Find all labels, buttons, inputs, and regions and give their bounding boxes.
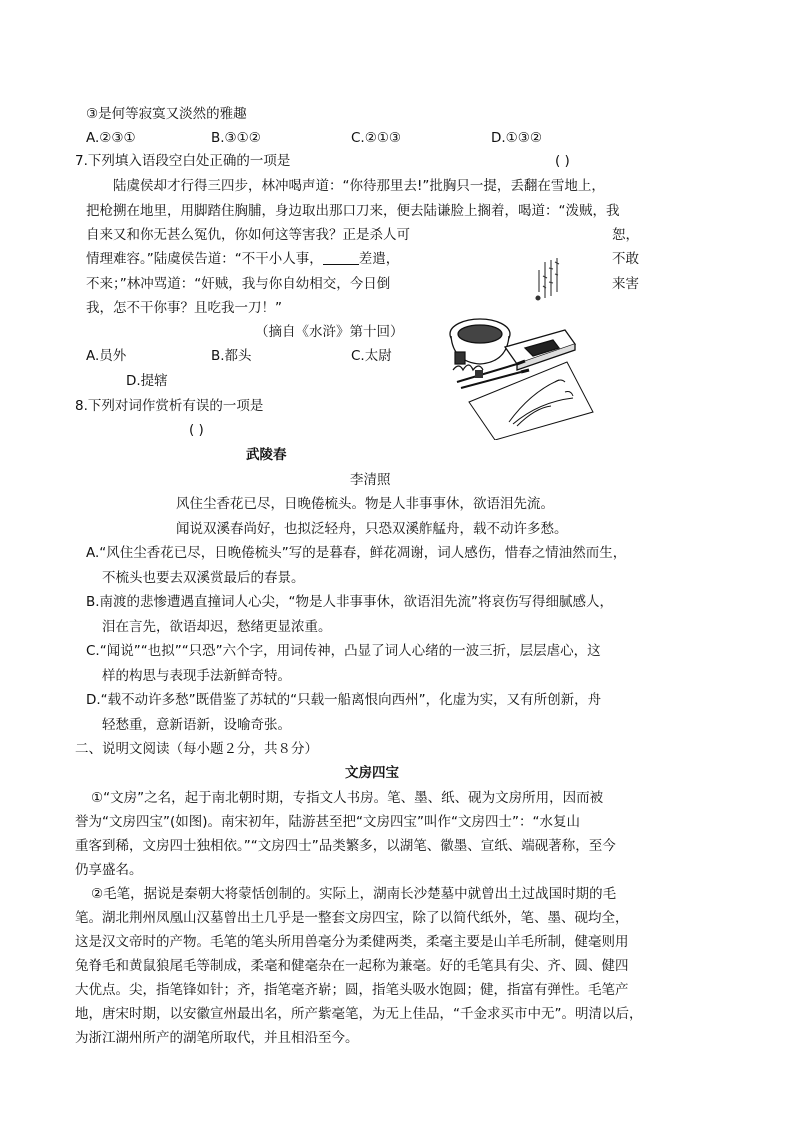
q7-passage-line-3b: 恕，: [612, 227, 639, 243]
poem-author: 李清照: [350, 472, 391, 488]
q7-option-a[interactable]: A.员外: [86, 348, 127, 364]
poem-title: 武陵春: [246, 447, 287, 463]
article-p1-line-1: ①“文房”之名，起于南北朝时期，专指文人书房。笔、墨、纸、砚为文房所用，因而被: [91, 790, 604, 806]
q7-option-b[interactable]: B.都头: [211, 348, 252, 364]
q8-option-d-line-2: 轻愁重，意新语新，设喻奇张。: [102, 717, 291, 733]
poem-line-1: 风住尘香花已尽，日晚倦梳头。物是人非事事休，欲语泪先流。: [176, 496, 554, 512]
q7-passage-line-4-text: 情理难容。”陆虞侯告道：“不干小人事，: [86, 251, 323, 267]
q6-option-a[interactable]: A.②③①: [86, 130, 136, 146]
q8-option-d-line-1[interactable]: D.“载不动许多愁”既借鉴了苏轼的“只载一船离恨向西州”，化虚为实，又有所创新，舟: [86, 692, 602, 708]
article-p2-line-3: 这是汉文帝时的产物。毛笔的笔头所用兽毫分为柔健两类，柔毫主要是山羊毛所制，健毫则用: [75, 934, 629, 950]
section-2-heading: 二、说明文阅读（每小题２分，共８分）: [75, 741, 318, 757]
four-treasures-illustration: [447, 252, 595, 440]
article-p2-line-6: 地，唐宋时期，以安徽宣州最出名，所产紫毫笔，为无上佳品，“千金求买市中无”。明清以后，: [75, 1006, 643, 1022]
q7-passage-line-5a: 不来；”林冲骂道：“奸贼，我与你自幼相交，今日倒: [86, 276, 391, 292]
q7-stem: 7.下列填入语段空白处正确的一项是: [75, 153, 291, 169]
q6-option-b[interactable]: B.③①②: [211, 130, 261, 146]
q8-option-a-line-2: 不梳头也要去双溪赏最后的春景。: [102, 570, 305, 586]
q6-option-d[interactable]: D.①③②: [491, 130, 542, 146]
q7-passage-line-4a: [86, 249, 399, 269]
article-p2-line-5: 大优点。尖，指笔锋如针；齐，指笔毫齐崭；圆，指笔头吸水饱圆；健，指富有弹性。毛笔产: [75, 982, 629, 998]
article-p2-line-1: ②毛笔，据说是秦朝大将蒙恬创制的。实际上，湖南长沙楚墓中就曾出土过战国时期的毛: [91, 886, 617, 902]
article-p1-line-2: 誉为“文房四宝”(如图)。南宋初年，陆游甚至把“文房四宝”叫作“文房四士”：“水复山: [75, 814, 580, 830]
article-p2-line-4: 兔脊毛和黄鼠狼尾毛等制成，柔毫和健毫杂在一起称为兼毫。好的毛笔具有尖、齐、圆、健四: [75, 958, 629, 974]
q7-option-d[interactable]: D.提辖: [126, 373, 168, 389]
q8-answer-paren[interactable]: ( ): [189, 422, 204, 438]
article-p1-line-3: 重客到稀，文房四士独相依。”“文房四士”品类繁多，以湖笔、徽墨、宣纸、端砚著称，至今: [75, 838, 616, 854]
article-p2-line-7: 为浙江湖州所产的湖笔所取代，并且相沿至今。: [75, 1030, 359, 1046]
q8-option-c-line-1[interactable]: C.“闻说”“也拟”“只恐”六个字，用词传神，凸显了词人心绪的一波三折，层层虐心，这: [86, 643, 601, 659]
q8-option-c-line-2: 样的构思与表现手法新鲜奇特。: [102, 668, 291, 684]
poem-line-2: 闻说双溪春尚好，也拟泛轻舟，只恐双溪舴艋舟，载不动许多愁。: [176, 521, 568, 537]
article-title: 文房四宝: [345, 765, 399, 781]
seal-stamp: [475, 370, 483, 378]
q8-option-b-line-2: 泪在言先，欲语却迟，愁绪更显浓重。: [102, 619, 332, 635]
q7-fill-blank[interactable]: [323, 250, 359, 265]
q8-stem: 8.下列对词作赏析有误的一项是: [75, 398, 264, 414]
q7-passage-line-3a: 自来又和你无甚么冤仇，你如何这等害我？正是杀人可: [86, 227, 410, 243]
q7-passage-line-4-after-blank: 差遣，: [358, 251, 400, 267]
calligraphy-inscription: [536, 258, 559, 300]
q7-passage-line-6: 我，怎不干你事？且吃我一刀！”: [86, 300, 282, 316]
q7-passage-line-5b: 来害: [612, 276, 639, 292]
q7-answer-paren[interactable]: ( ): [555, 153, 570, 169]
article-p1-line-4: 仍享盛名。: [75, 862, 143, 878]
q6-option-c[interactable]: C.②①③: [351, 130, 402, 146]
q7-passage-line-1: 陆虞侯却才行得三四步，林冲喝声道：“你待那里去!”批胸只一提，丢翻在雪地上，: [113, 178, 605, 194]
q7-passage-line-2: 把枪搠在地里，用脚踏住胸脯，身边取出那口刀来，便去陆谦脸上搁着，喝道：“泼贼，我: [86, 203, 620, 219]
q7-option-c[interactable]: C.太尉: [351, 348, 392, 364]
q7-source: （摘自《水浒》第十回）: [255, 324, 404, 340]
q7-passage-line-4c: 不敢: [612, 251, 639, 267]
q8-option-a-line-1[interactable]: A.“风住尘香花已尽，日晚倦梳头”写的是暮春，鲜花凋谢，词人感伤，惜春之情油然而生，: [86, 545, 627, 561]
article-p2-line-2: 笔。湖北荆州凤凰山汉墓曾出土几乎是一整套文房四宝，除了以简代纸外，笔、墨、砚均全，: [75, 910, 629, 926]
q6-item-3: ③是何等寂寞又淡然的雅趣: [86, 106, 247, 122]
q8-option-b-line-1[interactable]: B.南渡的悲惨遭遇直撞词人心尖，“物是人非事事休，欲语泪先流”将哀伤写得细腻感人，: [86, 594, 614, 610]
